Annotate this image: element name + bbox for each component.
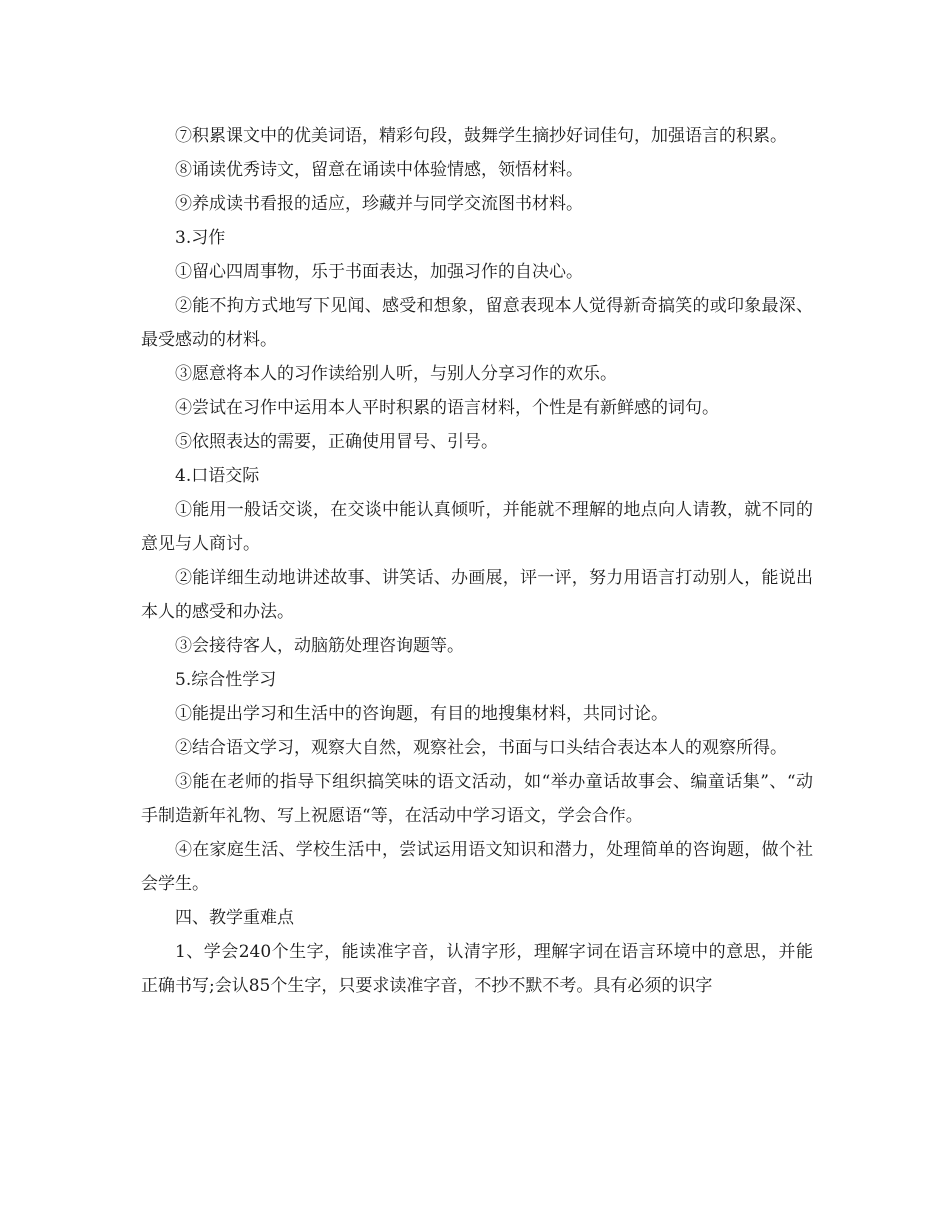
paragraph: ②能详细生动地讲述故事、讲笑话、办画展，评一评，努力用语言打动别人，能说出本人的感受和办法。 (141, 568, 813, 622)
section-heading: 4.口语交际 (175, 466, 260, 486)
paragraph: ①能提出学习和生活中的咨询题，有目的地搜集材料，共同讨论。 (175, 704, 668, 724)
paragraph: ③会接待客人，动脑筋处理咨询题等。 (175, 636, 464, 656)
paragraph: ①留心四周事物，乐于书面表达，加强习作的自决心。 (175, 262, 583, 282)
paragraph: ⑤依照表达的需要，正确使用冒号、引号。 (175, 432, 498, 452)
paragraph: ⑧诵读优秀诗文，留意在诵读中体验情感，领悟材料。 (175, 160, 583, 180)
paragraph: ②能不拘方式地写下见闻、感受和想象，留意表现本人觉得新奇搞笑的或印象最深、最受感动的材料。 (141, 296, 813, 350)
section-heading: 5.综合性学习 (175, 670, 277, 690)
paragraph: ①能用一般话交谈，在交谈中能认真倾听，并能就不理解的地点向人请教，就不同的意见与人商讨。 (141, 500, 813, 554)
paragraph: ⑨养成读书看报的适应，珍藏并与同学交流图书材料。 (175, 194, 583, 214)
paragraph: ④尝试在习作中运用本人平时积累的语言材料，个性是有新鲜感的词句。 (175, 398, 719, 418)
paragraph: ③能在老师的指导下组织搞笑味的语文活动，如“举办童话故事会、编童话集”、“动手制造新年礼物、写上祝愿语“等，在活动中学习语文，学会合作。 (141, 772, 813, 826)
paragraph: ②结合语文学习，观察大自然，观察社会，书面与口头结合表达本人的观察所得。 (175, 738, 787, 758)
paragraph: 1、学会240个生字，能读准字音，认清字形，理解字词在语言环境中的意思，并能正确书写;会认85个生字，只要求读准字音，不抄不默不考。具有必须的识字 (141, 942, 813, 996)
paragraph: ④在家庭生活、学校生活中，尝试运用语文知识和潜力，处理简单的咨询题，做个社会学生。 (141, 840, 813, 894)
section-heading: 四、教学重难点 (175, 908, 294, 928)
document-page (141, 119, 813, 1003)
paragraph: ③愿意将本人的习作读给别人听，与别人分享习作的欢乐。 (175, 364, 617, 384)
section-heading: 3.习作 (175, 228, 226, 248)
paragraph: ⑦积累课文中的优美词语，精彩句段，鼓舞学生摘抄好词佳句，加强语言的积累。 (175, 126, 787, 146)
